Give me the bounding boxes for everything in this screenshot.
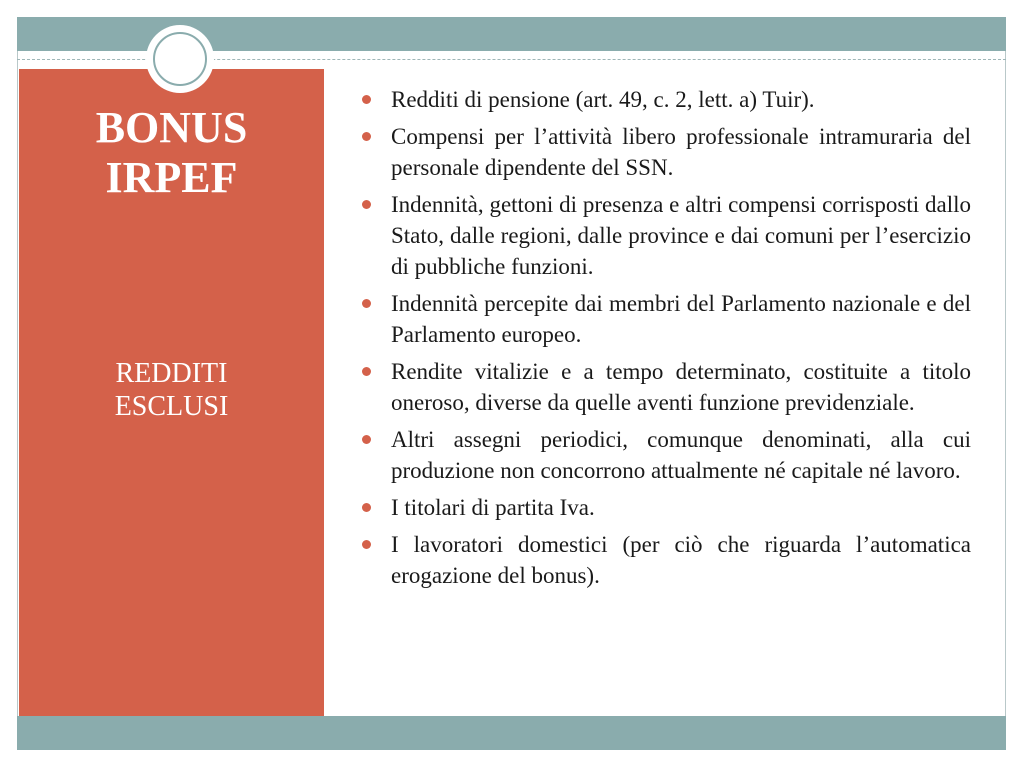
bullet-list xyxy=(362,84,971,597)
subtitle-line-1: REDDITI xyxy=(115,358,228,389)
bullet-dot-icon xyxy=(362,299,371,308)
list-item xyxy=(362,189,971,282)
bullet-dot-icon xyxy=(362,540,371,549)
list-item-text: Compensi per l’attività libero professionale intramuraria del personale dipendente del SSN. xyxy=(391,124,971,180)
list-item xyxy=(362,288,971,350)
list-item-text: Indennità percepite dai membri del Parlamento nazionale e del Parlamento europeo. xyxy=(391,291,971,347)
slide-subtitle xyxy=(19,357,324,423)
list-item-text: I lavoratori domestici (per ciò che riguarda l’automatica erogazione del bonus). xyxy=(391,532,971,588)
bullet-dot-icon xyxy=(362,435,371,444)
list-item-text: I titolari di partita Iva. xyxy=(391,495,595,520)
slide-title xyxy=(19,103,324,203)
list-item-text: Indennità, gettoni di presenza e altri compensi corrisposti dallo Stato, dalle regioni, dalle province e dai comuni per l’esercizio di pubbliche funzioni. xyxy=(391,192,971,279)
list-item-text: Rendite vitalizie e a tempo determinato, costituite a titolo oneroso, diverse da quelle aventi funzione previdenziale. xyxy=(391,359,971,415)
title-line-1: BONUS xyxy=(95,103,248,152)
list-item xyxy=(362,121,971,183)
bottom-band xyxy=(17,716,1006,750)
list-item xyxy=(362,529,971,591)
list-item-text: Redditi di pensione (art. 49, c. 2, lett. a) Tuir). xyxy=(391,87,815,112)
bullet-dot-icon xyxy=(362,132,371,141)
subtitle-line-2: ESCLUSI xyxy=(114,391,229,422)
title-line-2: IRPEF xyxy=(105,153,238,202)
medallion-ring xyxy=(153,32,207,86)
list-item xyxy=(362,424,971,486)
bullet-dot-icon xyxy=(362,367,371,376)
bullet-dot-icon xyxy=(362,503,371,512)
list-item-text: Altri assegni periodici, comunque denominati, alla cui produzione non concorrono attualmente né capitale né lavoro. xyxy=(391,427,971,483)
list-item xyxy=(362,492,971,523)
list-item xyxy=(362,84,971,115)
list-item xyxy=(362,356,971,418)
bullet-dot-icon xyxy=(362,95,371,104)
bullet-dot-icon xyxy=(362,200,371,209)
circle-medallion-icon xyxy=(146,25,214,93)
